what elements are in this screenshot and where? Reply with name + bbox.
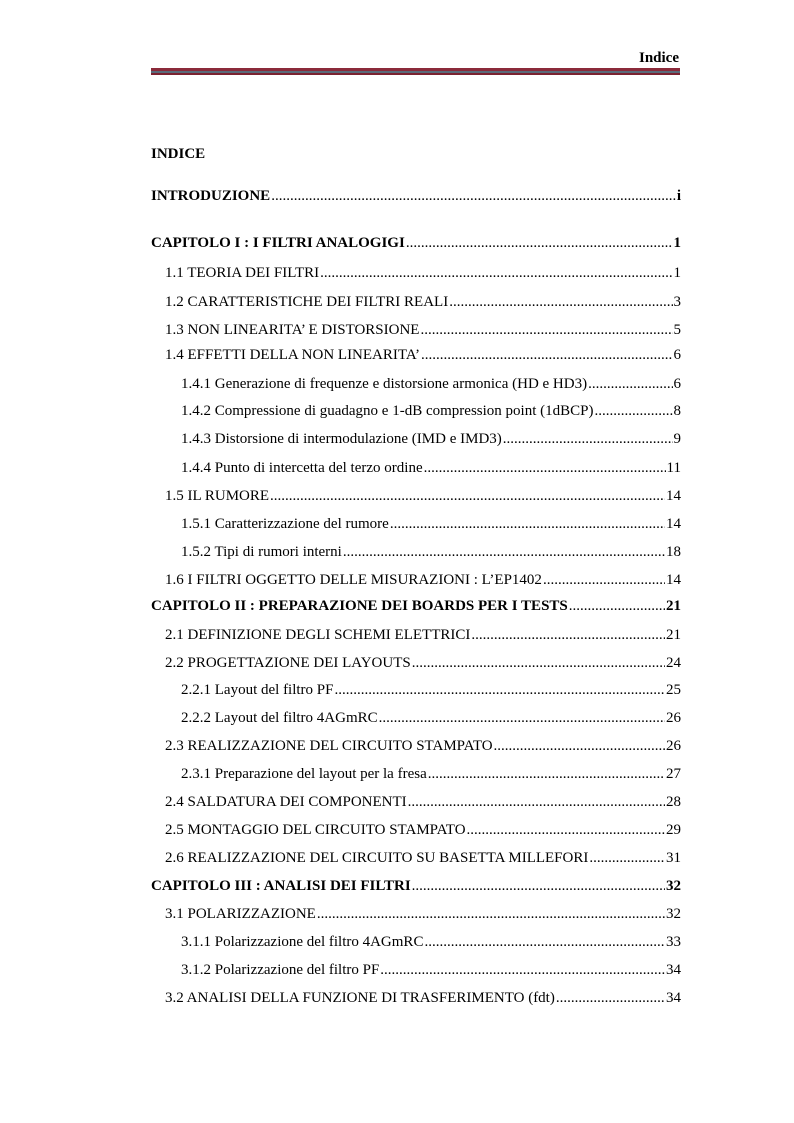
toc-entry-page: 9 bbox=[673, 431, 681, 447]
toc-entry-title: 1.4.2 Compressione di guadagno e 1-dB compression point (1dBCP) bbox=[181, 403, 594, 419]
toc-entry-title: 2.6 REALIZZAZIONE DEL CIRCUITO SU BASETTA MILLEFORI bbox=[165, 850, 589, 866]
toc-entry bbox=[181, 960, 681, 980]
toc-entry-page: 24 bbox=[666, 655, 681, 671]
toc-dot-leader bbox=[343, 542, 665, 562]
toc-entry-page: 34 bbox=[666, 962, 681, 978]
toc-entry-title: 2.5 MONTAGGIO DEL CIRCUITO STAMPATO bbox=[165, 822, 466, 838]
toc-entry-title: 2.2.2 Layout del filtro 4AGmRC bbox=[181, 710, 378, 726]
running-header-title: Indice bbox=[638, 50, 679, 66]
toc-entry-page: 26 bbox=[666, 738, 681, 754]
toc-entry-title: 2.2.1 Layout del filtro PF bbox=[181, 682, 334, 698]
toc-entry bbox=[165, 988, 681, 1008]
toc-entry bbox=[165, 263, 681, 283]
toc-entry-title: 1.6 I FILTRI OGGETTO DELLE MISURAZIONI : L’EP1402 bbox=[165, 572, 542, 588]
toc-entry-page: 21 bbox=[666, 627, 681, 643]
toc-entry bbox=[181, 514, 681, 534]
toc-entry-title: CAPITOLO II : PREPARAZIONE DEI BOARDS PER I TESTS bbox=[151, 598, 568, 614]
toc-entry-title: 1.4.3 Distorsione di intermodulazione (IMD e IMD3) bbox=[181, 431, 502, 447]
toc-entry-title: 2.1 DEFINIZIONE DEGLI SCHEMI ELETTRICI bbox=[165, 627, 471, 643]
toc-dot-leader bbox=[494, 736, 665, 756]
toc-entry-title: 1.5.1 Caratterizzazione del rumore bbox=[181, 516, 389, 532]
toc-dot-leader bbox=[320, 263, 672, 283]
toc-entry-title: 1.5.2 Tipi di rumori interni bbox=[181, 544, 342, 560]
toc-dot-leader bbox=[424, 932, 665, 952]
toc-entry-page: 33 bbox=[666, 934, 681, 950]
toc-entry bbox=[181, 374, 681, 394]
toc-dot-leader bbox=[588, 374, 672, 394]
toc-entry bbox=[151, 596, 681, 616]
toc-dot-leader bbox=[594, 401, 672, 421]
toc-dot-leader bbox=[589, 848, 665, 868]
toc-entry bbox=[181, 458, 681, 478]
toc-dot-leader bbox=[408, 792, 665, 812]
toc-dot-leader bbox=[467, 820, 665, 840]
toc-entry-page: 26 bbox=[666, 710, 681, 726]
toc-entry-title: 2.4 SALDATURA DEI COMPONENTI bbox=[165, 794, 407, 810]
toc-dot-leader bbox=[412, 653, 665, 673]
toc-entry-title: 1.2 CARATTERISTICHE DEI FILTRI REALI bbox=[165, 294, 449, 310]
toc-entry-title: 3.1 POLARIZZAZIONE bbox=[165, 906, 316, 922]
toc-entry bbox=[165, 736, 681, 756]
toc-entry-page: 32 bbox=[666, 906, 681, 922]
toc-entry-page: 29 bbox=[666, 822, 681, 838]
toc-entry-title: 3.1.1 Polarizzazione del filtro 4AGmRC bbox=[181, 934, 424, 950]
toc-entry-page: 1 bbox=[673, 235, 681, 251]
toc-entry-page: 6 bbox=[673, 376, 681, 392]
toc-entry bbox=[151, 186, 681, 206]
toc-dot-leader bbox=[390, 514, 665, 534]
toc-entry-page: 3 bbox=[673, 294, 681, 310]
toc-dot-leader bbox=[317, 904, 665, 924]
toc-entry-page: 34 bbox=[666, 990, 681, 1006]
toc-entry bbox=[181, 680, 681, 700]
toc-entry bbox=[165, 904, 681, 924]
toc-entry-page: i bbox=[676, 188, 681, 204]
toc-entry bbox=[165, 570, 681, 590]
toc-entry-page: 21 bbox=[666, 598, 681, 614]
toc-dot-leader bbox=[421, 345, 672, 365]
toc-entry-title: 2.3.1 Preparazione del layout per la fresa bbox=[181, 766, 427, 782]
toc-dot-leader bbox=[406, 233, 673, 253]
toc-entry bbox=[181, 542, 681, 562]
toc-entry bbox=[165, 653, 681, 673]
toc-entry-page: 18 bbox=[666, 544, 681, 560]
toc-entry bbox=[165, 820, 681, 840]
toc-entry bbox=[181, 708, 681, 728]
toc-dot-leader bbox=[335, 680, 666, 700]
toc-entry bbox=[181, 401, 681, 421]
toc-dot-leader bbox=[449, 292, 672, 312]
toc-entry-title: 3.2 ANALISI DELLA FUNZIONE DI TRASFERIMENTO (fdt) bbox=[165, 990, 555, 1006]
toc-entry-page: 28 bbox=[666, 794, 681, 810]
index-heading: INDICE bbox=[151, 146, 206, 162]
toc-entry-page: 32 bbox=[666, 878, 681, 894]
toc-entry-page: 31 bbox=[666, 850, 681, 866]
toc-dot-leader bbox=[270, 486, 665, 506]
toc-dot-leader bbox=[424, 458, 666, 478]
toc-entry-title: CAPITOLO I : I FILTRI ANALOGIGI bbox=[151, 235, 405, 251]
toc-dot-leader bbox=[420, 320, 672, 340]
toc-entry-title: 1.4 EFFETTI DELLA NON LINEARITA’ bbox=[165, 347, 421, 363]
toc-entry-page: 14 bbox=[666, 516, 681, 532]
toc-dot-leader bbox=[471, 625, 665, 645]
toc-entry-page: 27 bbox=[666, 766, 681, 782]
toc-entry-page: 25 bbox=[666, 682, 681, 698]
toc-entry-title: 1.1 TEORIA DEI FILTRI bbox=[165, 265, 320, 281]
toc-dot-leader bbox=[271, 186, 676, 206]
toc-entry-title: 2.2 PROGETTAZIONE DEI LAYOUTS bbox=[165, 655, 411, 671]
toc-entry-title: 1.4.4 Punto di intercetta del terzo ordine bbox=[181, 460, 423, 476]
toc-entry-title: CAPITOLO III : ANALISI DEI FILTRI bbox=[151, 878, 411, 894]
toc-dot-leader bbox=[503, 429, 673, 449]
toc-entry bbox=[165, 848, 681, 868]
toc-entry-title: 1.5 IL RUMORE bbox=[165, 488, 270, 504]
toc-entry-page: 8 bbox=[673, 403, 681, 419]
toc-entry-page: 14 bbox=[666, 572, 681, 588]
toc-entry bbox=[165, 625, 681, 645]
toc-entry bbox=[181, 932, 681, 952]
toc-entry bbox=[165, 320, 681, 340]
toc-entry-title: 1.4.1 Generazione di frequenze e distorsione armonica (HD e HD3) bbox=[181, 376, 588, 392]
toc-entry bbox=[181, 429, 681, 449]
toc-entry-page: 5 bbox=[673, 322, 681, 338]
toc-dot-leader bbox=[412, 876, 665, 896]
toc-entry-page: 6 bbox=[673, 347, 681, 363]
toc-entry bbox=[181, 764, 681, 784]
toc-entry bbox=[151, 233, 681, 253]
toc-dot-leader bbox=[428, 764, 665, 784]
toc-dot-leader bbox=[379, 708, 665, 728]
toc-entry-page: 14 bbox=[666, 488, 681, 504]
header-rule-bottom bbox=[151, 73, 680, 75]
toc-entry-title: 2.3 REALIZZAZIONE DEL CIRCUITO STAMPATO bbox=[165, 738, 493, 754]
toc-entry bbox=[165, 792, 681, 812]
toc-entry bbox=[165, 345, 681, 365]
toc-entry-title: 1.3 NON LINEARITA’ E DISTORSIONE bbox=[165, 322, 420, 338]
toc-dot-leader bbox=[556, 988, 665, 1008]
toc-entry-title: 3.1.2 Polarizzazione del filtro PF bbox=[181, 962, 380, 978]
toc-entry bbox=[165, 486, 681, 506]
toc-entry-page: 11 bbox=[666, 460, 681, 476]
toc-entry bbox=[165, 292, 681, 312]
toc-entry bbox=[151, 876, 681, 896]
toc-dot-leader bbox=[380, 960, 665, 980]
toc-dot-leader bbox=[543, 570, 665, 590]
toc-entry-page: 1 bbox=[673, 265, 681, 281]
toc-dot-leader bbox=[569, 596, 665, 616]
toc-entry-title: INTRODUZIONE bbox=[151, 188, 271, 204]
